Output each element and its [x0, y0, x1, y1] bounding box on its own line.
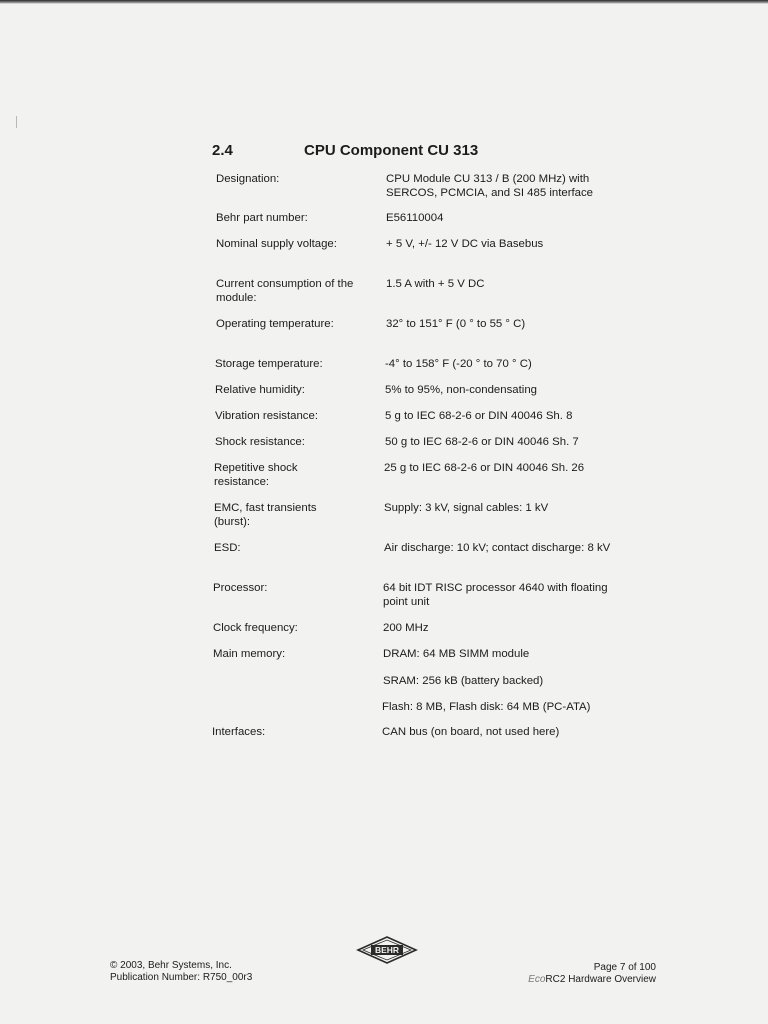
spec-value: 32° to 151° F (0 ° to 55 ° C): [386, 318, 526, 330]
section-title: CPU Component CU 313: [304, 142, 479, 159]
spec-value: DRAM: 64 MB SIMM module: [383, 648, 530, 660]
spec-label: Main memory:: [213, 648, 286, 660]
footer-copyright: © 2003, Behr Systems, Inc.: [110, 960, 232, 971]
spec-label: Behr part number:: [216, 212, 308, 224]
spec-value: Flash: 8 MB, Flash disk: 64 MB (PC-ATA): [382, 701, 591, 713]
scan-margin-mark: [16, 116, 17, 128]
spec-value: -4° to 158° F (-20 ° to 70 ° C): [385, 358, 532, 370]
spec-value: E56110004: [386, 212, 444, 224]
footer-page-number: Page 7 of 100: [593, 962, 656, 973]
spec-value: 64 bit IDT RISC processor 4640 with floating point unit: [383, 582, 608, 608]
spec-label: ESD:: [214, 542, 241, 554]
spec-value: 5 g to IEC 68-2-6 or DIN 40046 Sh. 8: [385, 410, 573, 422]
section-number: 2.4: [212, 142, 233, 159]
spec-label: Storage temperature:: [215, 358, 323, 370]
spec-label: Designation:: [216, 173, 280, 185]
spec-value: 1.5 A with + 5 V DC: [386, 278, 485, 290]
spec-label: Operating temperature:: [216, 318, 334, 330]
spec-value: 25 g to IEC 68-2-6 or DIN 40046 Sh. 26: [384, 462, 585, 474]
scanned-page-top-edge: [0, 0, 768, 4]
spec-label: EMC, fast transients (burst):: [214, 502, 317, 528]
logo-text: BEHR: [374, 945, 400, 956]
footer-document-title: [528, 974, 656, 986]
spec-value: CAN bus (on board, not used here): [382, 726, 560, 738]
spec-label: Current consumption of the module:: [216, 278, 354, 304]
spec-value: Supply: 3 kV, signal cables: 1 kV: [384, 502, 549, 514]
spec-value: 5% to 95%, non-condensating: [385, 384, 537, 396]
footer-publication-number: Publication Number: R750_00r3: [110, 972, 253, 983]
footer-left: [110, 960, 252, 984]
spec-label: Processor:: [213, 582, 268, 594]
behr-logo: [356, 936, 418, 964]
spec-label: Relative humidity:: [215, 384, 305, 396]
spec-value: + 5 V, +/- 12 V DC via Basebus: [386, 238, 544, 250]
spec-label: Shock resistance:: [215, 436, 305, 448]
spec-value: CPU Module CU 313 / B (200 MHz) with SERCOS, PCMCIA, and SI 485 interface: [386, 173, 594, 199]
spec-label: Repetitive shock resistance:: [214, 462, 298, 488]
spec-value: Air discharge: 10 kV; contact discharge: 8 kV: [384, 542, 611, 554]
footer-doc-prefix: Eco: [528, 974, 546, 985]
spec-label: Interfaces:: [212, 726, 266, 738]
footer-right: [528, 962, 656, 986]
spec-value: SRAM: 256 kB (battery backed): [383, 675, 544, 687]
spec-value: 200 MHz: [383, 622, 429, 634]
spec-value: 50 g to IEC 68-2-6 or DIN 40046 Sh. 7: [385, 436, 579, 448]
footer-doc-rest: RC2 Hardware Overview: [545, 974, 656, 985]
spec-label: Vibration resistance:: [215, 410, 318, 422]
section-heading: [212, 142, 632, 162]
spec-label: Nominal supply voltage:: [216, 238, 337, 250]
spec-label: Clock frequency:: [213, 622, 298, 634]
